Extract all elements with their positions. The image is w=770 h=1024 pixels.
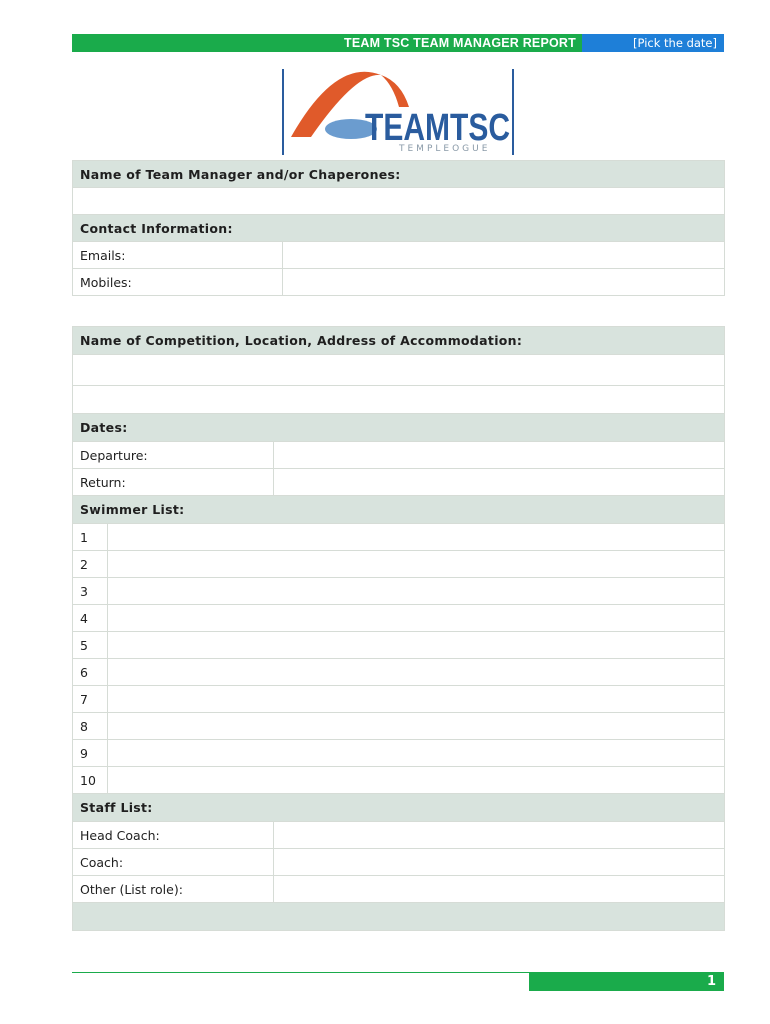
header-bar [72,34,724,52]
return-field[interactable] [274,469,725,496]
head-coach-label: Head Coach: [73,822,274,849]
emails-field[interactable] [283,242,725,269]
swimmer-number: 1 [73,524,108,551]
swimmer-number: 4 [73,605,108,632]
manager-heading: Name of Team Manager and/or Chaperones: [73,161,725,188]
swimmer-field[interactable] [108,767,725,794]
head-coach-field[interactable] [274,822,725,849]
swimmer-number: 3 [73,578,108,605]
swimmer-number: 2 [73,551,108,578]
swimmer-number: 5 [73,632,108,659]
coach-label: Coach: [73,849,274,876]
closing-shaded-row [73,903,725,931]
other-staff-field[interactable] [274,876,725,903]
swimmer-field[interactable] [108,740,725,767]
competition-heading: Name of Competition, Location, Address of Accommodation: [73,327,725,355]
footer-rule [72,972,530,973]
contact-heading: Contact Information: [73,215,725,242]
svg-text:TEMPLEOGUE: TEMPLEOGUE [399,144,491,154]
swimmer-number: 10 [73,767,108,794]
manager-contact-table [72,160,725,296]
mobiles-label: Mobiles: [73,269,283,296]
team-tsc-logo [281,67,515,157]
competition-field-1[interactable] [73,355,725,386]
departure-field[interactable] [274,442,725,469]
swimmer-field[interactable] [108,632,725,659]
swimmer-field[interactable] [108,686,725,713]
competition-field-2[interactable] [73,386,725,414]
return-label: Return: [73,469,274,496]
page-number: 1 [529,972,724,991]
report-title: TEAM TSC TEAM MANAGER REPORT [72,34,582,52]
mobiles-field[interactable] [283,269,725,296]
swimmer-number: 6 [73,659,108,686]
swimmer-field[interactable] [108,713,725,740]
staff-heading: Staff List: [73,794,725,822]
swimmer-number: 8 [73,713,108,740]
emails-label: Emails: [73,242,283,269]
dates-heading: Dates: [73,414,725,442]
swimmer-field[interactable] [108,524,725,551]
swimmer-heading: Swimmer List: [73,496,725,524]
swimmer-field[interactable] [108,605,725,632]
svg-text:TEAMTSC: TEAMTSC [365,107,510,149]
swimmer-number: 9 [73,740,108,767]
swimmer-field[interactable] [108,659,725,686]
competition-table [72,326,725,931]
manager-name-field[interactable] [73,188,725,215]
other-staff-label: Other (List role): [73,876,274,903]
swimmer-field[interactable] [108,578,725,605]
swimmer-field[interactable] [108,551,725,578]
swimmer-number: 7 [73,686,108,713]
coach-field[interactable] [274,849,725,876]
date-picker[interactable]: [Pick the date] [582,34,724,52]
departure-label: Departure: [73,442,274,469]
